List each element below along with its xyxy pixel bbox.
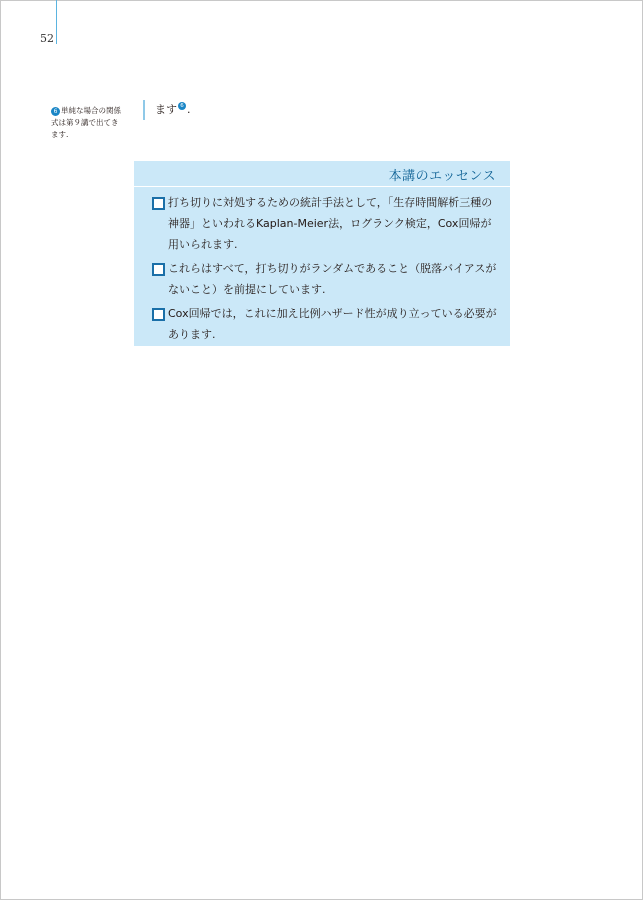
page-number: 52 xyxy=(40,32,54,45)
checkbox-icon xyxy=(152,197,165,210)
essence-item-2 xyxy=(152,258,497,300)
header-rule xyxy=(56,0,57,44)
essence-title: 本講のエッセンス xyxy=(388,169,496,184)
essence-box xyxy=(134,161,510,346)
body-text xyxy=(155,102,191,118)
essence-item-text: これらはすべて，打ち切りがランダムであること（脱落バイアスがないこと）を前提にしています. xyxy=(168,262,497,296)
note-reference-icon: 6 xyxy=(178,102,186,110)
essence-item-text: 打ち切りに対処するための統計手法として，「生存時間解析三種の神器」といわれるKaplan-Meier法，ログランク検定，Cox回帰が用いられます. xyxy=(168,196,493,251)
sidenote xyxy=(51,105,121,141)
checkbox-icon xyxy=(152,263,165,276)
body-rule xyxy=(143,100,145,120)
essence-item-text: Cox回帰では，これに加え比例ハザード性が成り立っている必要があります. xyxy=(168,307,497,341)
note-marker-icon: 6 xyxy=(51,107,60,116)
essence-item-1 xyxy=(152,192,497,255)
checkbox-icon xyxy=(152,308,165,321)
essence-divider xyxy=(134,186,510,187)
body-text-before: ます xyxy=(155,103,177,116)
body-text-after: . xyxy=(187,103,191,116)
essence-list xyxy=(152,192,497,348)
essence-item-3 xyxy=(152,303,497,345)
sidenote-text: 単純な場合の関係式は第９講で出てきます. xyxy=(51,106,121,139)
